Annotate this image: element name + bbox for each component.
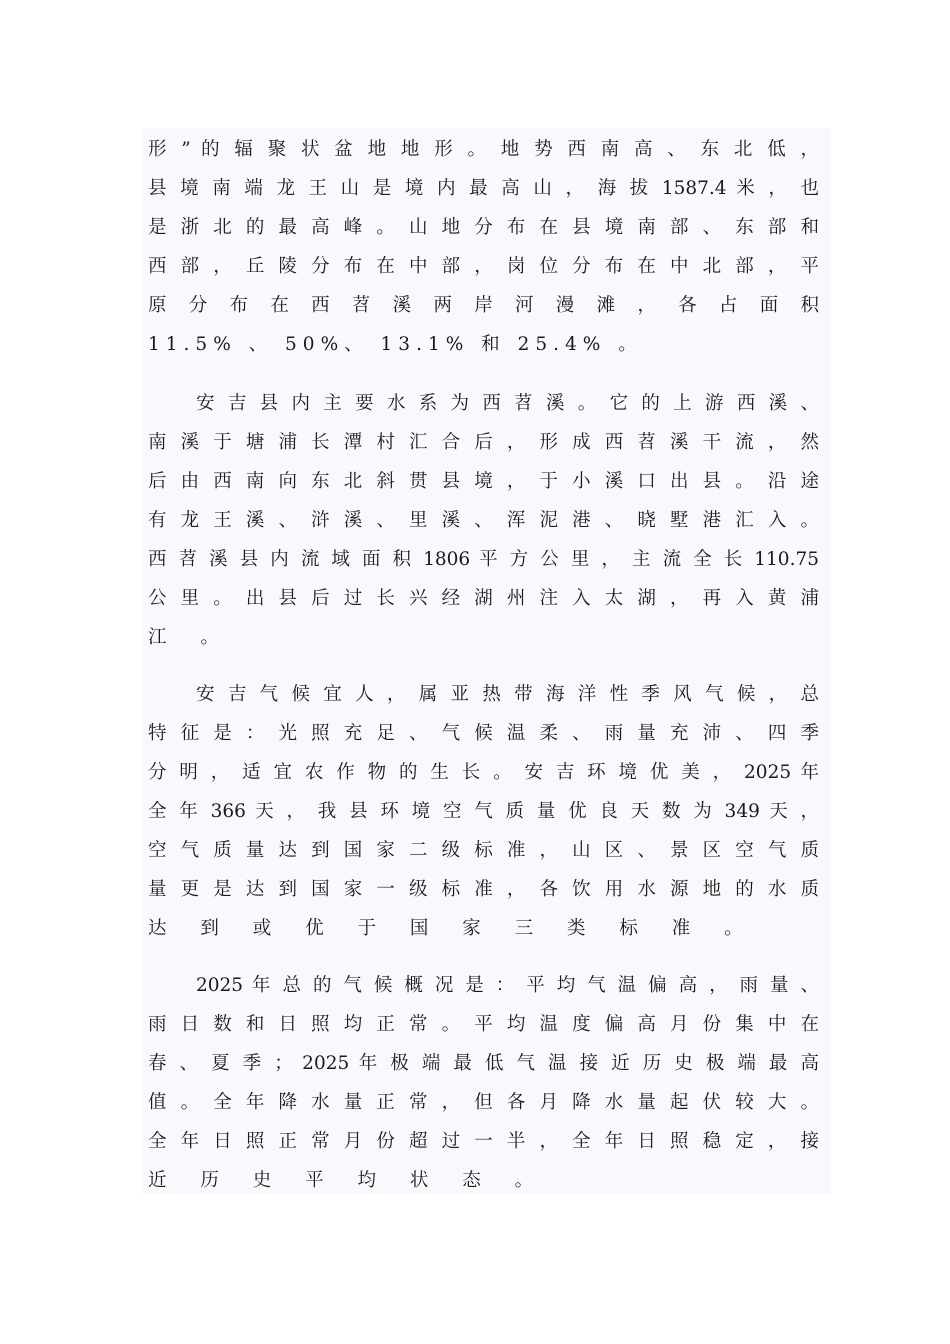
paragraph-2-line-3: 后 由 西 南 向 东 北 斜 贯 县 境 ， 于 小 溪 口 出 县 。 沿 途: [148, 471, 819, 492]
paragraph-4-line-5: 全 年 日 照 正 常 月 份 超 过 一 半 ， 全 年 日 照 稳 定 ， 接: [148, 1131, 819, 1152]
paragraph-4-line-6: 近 历 史 平 均 状 态 。: [148, 1170, 548, 1191]
paragraph-2-line-7: 江 。: [148, 627, 233, 648]
paragraph-3-line-2: 特 征 是 ： 光 照 充 足 、 气 候 温 柔 、 雨 量 充 沛 、 四 季: [148, 723, 819, 744]
paragraph-3-line-4: 全 年 366 天 ， 我 县 环 境 空 气 质 量 优 良 天 数 为 349 天 ，: [148, 801, 819, 822]
paragraph-2-line-5: 西 苕 溪 县 内 流 域 面 积 1806 平 方 公 里 ， 主 流 全 长 110.75: [148, 549, 819, 570]
paragraph-1-line-1: 形 ” 的 辐 聚 状 盆 地 地 形 。 地 势 西 南 高 、 东 北 低 ，: [148, 139, 819, 160]
paragraph-2-line-6: 公 里 。 出 县 后 过 长 兴 经 湖 州 注 入 太 湖 ， 再 入 黄 浦: [148, 588, 819, 609]
paragraph-4-line-3: 春 、 夏 季 ； 2025 年 极 端 最 低 气 温 接 近 历 史 极 端 最 高: [148, 1053, 819, 1074]
paragraph-1-line-4: 西 部 ， 丘 陵 分 布 在 中 部 ， 岗 位 分 布 在 中 北 部 ， 平: [148, 256, 819, 277]
paragraph-3-line-1: 安 吉 气 候 宜 人 ， 属 亚 热 带 海 洋 性 季 风 气 候 ， 总: [196, 684, 819, 705]
paragraph-1-line-6: 11.5% 、 50%、 13.1% 和 25.4% 。: [148, 334, 643, 355]
paragraph-4-line-2: 雨 日 数 和 日 照 均 正 常 。 平 均 温 度 偏 高 月 份 集 中 在: [148, 1014, 819, 1035]
text-block: [143, 128, 831, 1194]
paragraph-1-line-5: 原 分 布 在 西 苕 溪 两 岸 河 漫 滩 ， 各 占 面 积: [148, 295, 819, 316]
paragraph-3-line-3: 分 明 ， 适 宜 农 作 物 的 生 长 。 安 吉 环 境 优 美 ， 2025 年: [148, 762, 819, 783]
paragraph-3-line-7: 达 到 或 优 于 国 家 三 类 标 准 。: [148, 918, 757, 939]
paragraph-2-line-2: 南 溪 于 塘 浦 长 潭 村 汇 合 后 ， 形 成 西 苕 溪 干 流 ， 然: [148, 432, 819, 453]
paragraph-1-line-3: 是 浙 北 的 最 高 峰 。 山 地 分 布 在 县 境 南 部 、 东 部 和: [148, 217, 819, 238]
paragraph-2-line-1: 安 吉 县 内 主 要 水 系 为 西 苕 溪 。 它 的 上 游 西 溪 、: [196, 393, 819, 414]
paragraph-4-line-1: 2025 年 总 的 气 候 概 况 是 ： 平 均 气 温 偏 高 ， 雨 量 、: [196, 975, 819, 996]
paragraph-3-line-6: 量 更 是 达 到 国 家 一 级 标 准 ， 各 饮 用 水 源 地 的 水 质: [148, 879, 819, 900]
paragraph-4-line-4: 值 。 全 年 降 水 量 正 常 ， 但 各 月 降 水 量 起 伏 较 大 。: [148, 1092, 819, 1113]
paragraph-3-line-5: 空 气 质 量 达 到 国 家 二 级 标 准 ， 山 区 、 景 区 空 气 质: [148, 840, 819, 861]
paragraph-2-line-4: 有 龙 王 溪 、 浒 溪 、 里 溪 、 浑 泥 港 、 晓 墅 港 汇 入 。: [148, 510, 819, 531]
paragraph-1-line-2: 县 境 南 端 龙 王 山 是 境 内 最 高 山 ， 海 拔 1587.4 米 ， 也: [148, 178, 819, 199]
